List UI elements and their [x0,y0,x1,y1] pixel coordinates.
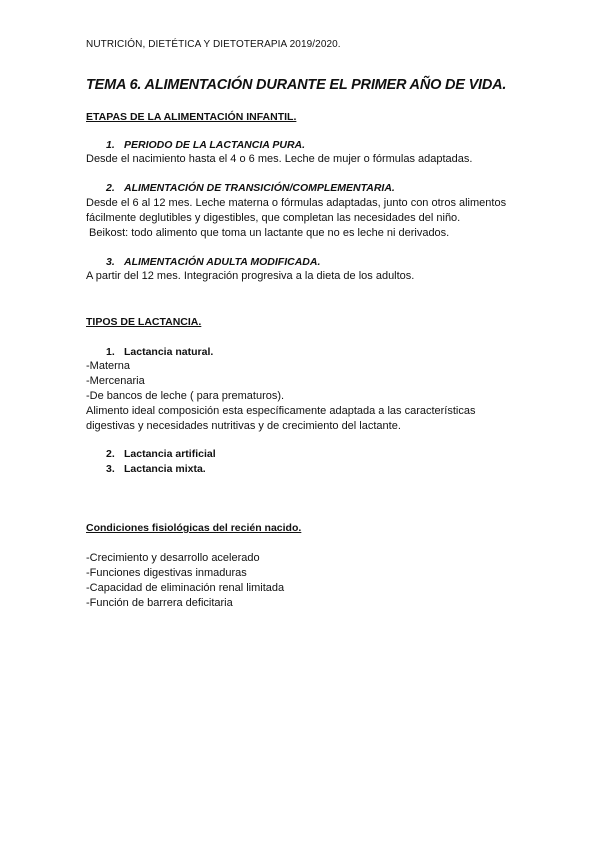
tipo-2-title: 2. Lactancia artificial [106,448,216,460]
condicion-item-1: -Crecimiento y desarrollo acelerado [86,552,260,564]
condicion-item-2: -Funciones digestivas inmaduras [86,567,247,579]
condicion-item-4: -Función de barrera deficitaria [86,597,233,609]
etapa-2-line-1: Desde el 6 al 12 mes. Leche materna o fórmulas adaptadas, junto con otros alimentos [86,197,507,209]
page-title: TEMA 6. ALIMENTACIÓN DURANTE EL PRIMER AÑO DE VIDA. [86,77,507,93]
etapa-2-title: 2. ALIMENTACIÓN DE TRANSICIÓN/COMPLEMENTARIA. [106,182,395,194]
tipo-1-line-1: -Materna [86,360,131,372]
tipo-1-line-5: digestivas y necesidades nutritivas y de crecimiento del lactante. [86,420,401,432]
running-header: NUTRICIÓN, DIETÉTICA Y DIETOTERAPIA 2019/2020. [86,39,341,50]
tipo-1-line-4: Alimento ideal composición esta específicamente adaptada a las características [86,405,476,417]
etapa-2-line-3: Beikost: todo alimento que toma un lactante que no es leche ni derivados. [86,227,450,239]
etapa-1-title: 1. PERIODO DE LA LACTANCIA PURA. [106,139,306,151]
tipo-1-line-3: -De bancos de leche ( para prematuros). [86,390,285,402]
etapa-2-line-2: fácilmente deglutibles y digestibles, que completan las necesidades del niño. [86,212,461,224]
condicion-item-3: -Capacidad de eliminación renal limitada [86,582,285,594]
tipos-heading: TIPOS DE LACTANCIA. [86,316,202,328]
tipo-3-title: 3. Lactancia mixta. [106,463,206,475]
condiciones-heading: Condiciones fisiológicas del recién nacido. [86,522,302,534]
tipo-1-title: 1. Lactancia natural. [106,346,214,358]
etapa-1-line-1: Desde el nacimiento hasta el 4 o 6 mes. Leche de mujer o fórmulas adaptadas. [86,153,473,165]
etapa-3-title: 3. ALIMENTACIÓN ADULTA MODIFICADA. [106,256,321,268]
tipo-1-line-2: -Mercenaria [86,375,145,387]
etapas-heading: ETAPAS DE LA ALIMENTACIÓN INFANTIL. [86,111,297,123]
etapa-3-line-1: A partir del 12 mes. Integración progresiva a la dieta de los adultos. [86,270,415,282]
